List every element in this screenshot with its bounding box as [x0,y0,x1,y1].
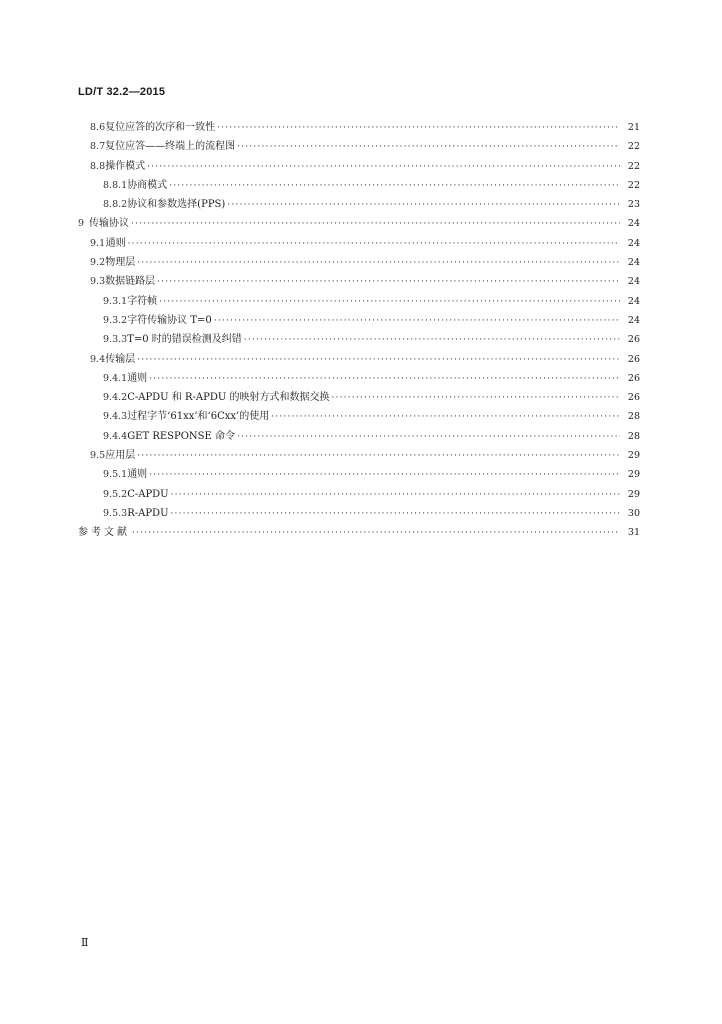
toc-entry-page: 24 [627,237,640,249]
toc-entry[interactable] [78,427,640,446]
toc-entry-page: 28 [627,430,640,442]
toc-leader-dots [217,119,620,138]
toc-leader-dots [128,235,620,254]
toc-entry-title: 通则 [127,469,148,481]
toc-leader-dots [169,177,620,196]
toc-entry-page: 26 [627,392,640,404]
toc-entry-title: 过程字节‘61xx’和‘6Cxx’的使用 [127,411,270,423]
toc-entry-title: 操作模式 [105,160,146,172]
toc-entry[interactable] [78,465,640,484]
toc-entry-number: 9.5.3 [103,507,128,519]
toc-entry[interactable] [78,195,640,214]
toc-entry-title: T=0 时的错误检测及纠错 [127,334,242,346]
toc-entry-page: 24 [627,314,640,326]
toc-entry[interactable] [78,253,640,272]
toc-entry-title: 数据链路层 [105,276,156,288]
toc-entry-page: 24 [627,276,640,288]
toc-entry-title: 字符帧 [127,295,158,307]
toc-entry-title: 传输协议 [89,218,130,230]
toc-entry[interactable] [78,485,640,504]
toc-entry-page: 30 [627,507,640,519]
toc-entry-number: 9.5.1 [103,469,128,481]
toc-leader-dots [157,273,620,292]
toc-entry-title: 传输层 [105,353,136,365]
toc-leader-dots [214,312,620,331]
toc-entry[interactable] [78,388,640,407]
toc-entry-page: 26 [627,334,640,346]
toc-entry-title: 应用层 [105,450,136,462]
toc-leader-dots [149,466,620,485]
toc-entry-number: 9.5 [90,450,106,462]
toc-entry-title: 通则 [105,237,126,249]
toc-entry[interactable] [78,504,640,523]
toc-entry-number: 9.3.2 [103,314,128,326]
toc-entry-title: GET RESPONSE 命令 [127,430,236,442]
toc-entry[interactable] [78,292,640,311]
toc-entry-title: 复位应答的次序和一致性 [105,122,216,133]
toc-entry-page: 28 [627,411,640,423]
toc-entry-title: 协商模式 [127,179,168,191]
toc-leader-dots [331,389,620,408]
toc-entry-page: 24 [627,295,640,307]
toc-entry-page: 21 [627,122,640,133]
toc-leader-dots [131,215,620,234]
toc-entry[interactable] [78,176,640,195]
toc-leader-dots [137,351,620,370]
toc-entry-page: 26 [627,353,640,365]
toc-entry[interactable] [78,118,640,137]
toc-entry-title: 通则 [127,372,148,384]
toc-leader-dots [227,196,620,215]
toc-leader-dots [147,158,620,177]
toc-entry[interactable] [78,330,640,349]
toc-entry-number: 9.3.1 [103,295,128,307]
toc-entry-title: 物理层 [105,257,136,269]
toc-entry-title: 参考文献 [78,527,130,539]
toc-entry-number: 9.4 [90,353,106,365]
toc-entry-page: 22 [627,160,640,172]
toc-leader-dots [132,524,620,543]
toc-entry-number: 9.1 [90,237,106,249]
toc-entry-page: 22 [627,141,640,153]
toc-entry[interactable] [78,407,640,426]
toc-entry-title: 字符传输协议 T=0 [127,314,212,326]
toc-entry-number: 9.4.3 [103,411,128,423]
toc-entry-page: 29 [627,450,640,462]
toc-entry-page: 24 [627,218,640,230]
toc-entry-title: 协议和参数选择(PPS) [127,199,226,211]
toc-entry[interactable] [78,214,640,233]
toc-entry-page: 29 [627,488,640,500]
toc-entry-number: 8.7 [90,141,106,153]
toc-entry-number: 9.4.1 [103,372,128,384]
toc-leader-dots [137,254,620,273]
toc-leader-dots [237,428,620,447]
toc-entry[interactable] [78,137,640,156]
toc-entry-number: 9 [78,218,85,230]
table-of-contents [78,118,640,543]
toc-entry-page: 22 [627,179,640,191]
toc-entry-number: 8.8.2 [103,199,128,211]
toc-entry-page: 31 [627,527,640,539]
toc-entry[interactable] [78,523,640,542]
page-number: Ⅱ [81,937,89,949]
toc-entry-page: 29 [627,469,640,481]
toc-entry-number: 9.4.2 [103,392,128,404]
toc-entry[interactable] [78,350,640,369]
toc-entry-number: 8.8.1 [103,179,128,191]
toc-entry-page: 23 [627,199,640,211]
toc-entry-number: 8.6 [90,122,106,133]
toc-leader-dots [171,505,621,524]
toc-leader-dots [244,331,620,350]
toc-entry-title: R-APDU [127,507,169,519]
toc-leader-dots [159,293,620,312]
toc-entry-number: 9.3.3 [103,334,128,346]
toc-entry-number: 9.5.2 [103,488,128,500]
toc-entry[interactable] [78,369,640,388]
toc-entry-number: 9.3 [90,276,106,288]
toc-entry-number: 9.4.4 [103,430,128,442]
toc-entry[interactable] [78,234,640,253]
toc-leader-dots [271,408,620,427]
toc-entry-number: 9.2 [90,257,106,269]
toc-entry[interactable] [78,272,640,291]
toc-leader-dots [171,486,620,505]
toc-entry[interactable] [78,157,640,176]
toc-entry[interactable] [78,311,640,330]
toc-leader-dots [137,447,620,466]
toc-entry-title: C-APDU [127,488,169,500]
toc-leader-dots [149,370,620,389]
toc-entry-page: 26 [627,372,640,384]
toc-entry-number: 8.8 [90,160,106,172]
document-id-header: LD/T 32.2—2015 [78,86,166,98]
toc-entry-page: 24 [627,257,640,269]
toc-entry-title: 复位应答——终端上的流程图 [105,141,236,153]
toc-entry-title: C-APDU 和 R-APDU 的映射方式和数据交换 [127,392,330,404]
toc-entry[interactable] [78,446,640,465]
toc-leader-dots [237,138,620,157]
